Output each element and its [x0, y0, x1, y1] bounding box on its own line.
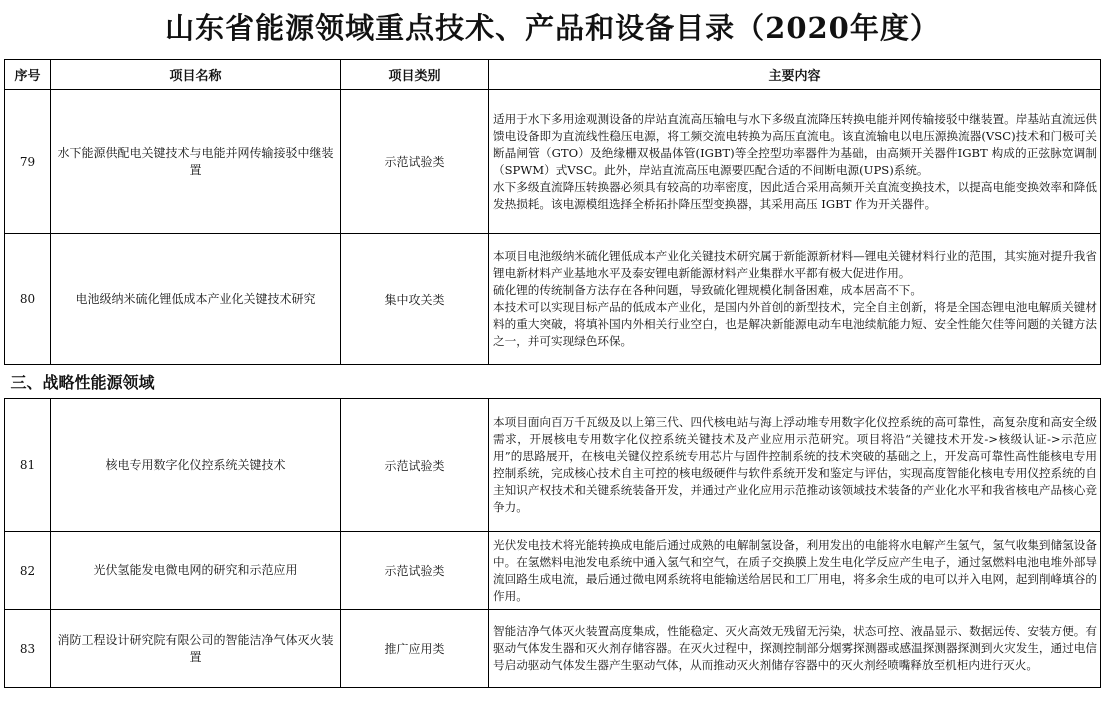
row-type: 集中攻关类 [341, 234, 489, 365]
content-paragraph: 智能洁净气体灭火装置高度集成，性能稳定、灭火高效无残留无污染，状态可控、液晶显示、数据远传、安装方便。有驱动气体发生器和灭火剂存储容器。在灭火过程中，探测控制部分烟雾探测器或感温探测器探测到火灾发生，通过电信号启动驱动气体发生器产生驱动气体，从而推动灭火剂储存容器中的灭火剂经喷嘴释放至机柜内进行灭火。 [493, 624, 1097, 672]
content-paragraph: 本项目面向百万千瓦级及以上第三代、四代核电站与海上浮动堆专用数字化仪控系统的高可靠性，高复杂度和高安全级需求，开展核电专用数字化仪控系统关键技术及产业应用示范研究。项目将沿“关键技术开发->核级认证->示范应用”的思路展开，在核电关键仪控系统专用芯片与固件控制系统的技术突破的基础之上，开发高可靠性高性能核电专用控制系统，完成核心技术自主可控的核电级硬件与软件系统开发和鉴定与评估，实现高度智能化核电专用仪控系统的自主知识产权技术和关键系统装备开发，并通过产业化应用示范推动该领域技术装备的产业化水平和我省核电产品核心竞争力。 [493, 415, 1097, 514]
row-type: 示范试验类 [341, 532, 489, 610]
row-no: 82 [5, 532, 51, 610]
content-paragraph: 本技术可以实现目标产品的低成本产业化，是国内外首创的新型技术，完全自主创新，将是全国态锂电池电解质关键材料的重大突破，将填补国内外相关行业空白，也是解决新能源电动车电池续航能力短、安全性能欠佳等问题的关键方法之一，并可实现绿色环保。 [493, 300, 1097, 348]
row-no: 79 [5, 90, 51, 234]
row-name: 光伏氢能发电微电网的研究和示范应用 [51, 532, 341, 610]
row-content [489, 90, 1101, 234]
row-content [489, 399, 1101, 532]
table-row [5, 90, 1101, 234]
catalog-table [4, 59, 1101, 688]
content-paragraph: 光伏发电技术将光能转换成电能后通过成熟的电解制氢设备，利用发出的电能将水电解产生氢气，氢气收集到储氢设备中。在氢燃料电池发电系统中通入氢气和空气，在质子交换膜上发生电化学反应产生电子，通过氢燃料电池电堆外部导流回路生成电流，最后通过微电网系统将电能输送给居民和工厂用电，将多余生成的电可以并入电网，起到削峰填谷的作用。 [493, 537, 1097, 603]
row-type: 示范试验类 [341, 90, 489, 234]
section-row [5, 365, 1101, 399]
row-name: 电池级纳米硫化锂低成本产业化关键技术研究 [51, 234, 341, 365]
table-row [5, 399, 1101, 532]
table-row [5, 532, 1101, 610]
row-name: 水下能源供配电关键技术与电能并网传输接驳中继装置 [51, 90, 341, 234]
row-name: 核电专用数字化仪控系统关键技术 [51, 399, 341, 532]
row-no: 83 [5, 610, 51, 688]
header-type: 项目类别 [341, 60, 489, 90]
header-no: 序号 [5, 60, 51, 90]
row-type: 推广应用类 [341, 610, 489, 688]
page-title: 山东省能源领域重点技术、产品和设备目录（2020年度） [165, 11, 940, 45]
table-header-row [5, 60, 1101, 90]
row-content [489, 234, 1101, 365]
table-row [5, 610, 1101, 688]
header-content: 主要内容 [489, 60, 1101, 90]
content-paragraph: 硫化锂的传统制备方法存在各种问题，导致硫化锂规模化制备困难，成本居高不下。 [493, 283, 922, 297]
content-paragraph: 本项目电池级纳米硫化锂低成本产业化关键技术研究属于新能源新材料—锂电关键材料行业的范围，其实施对提升我省锂电新材料产业基地水平及泰安锂电新能源材料产业集群水平都有极大促进作用。 [493, 249, 1097, 280]
row-no: 80 [5, 234, 51, 365]
row-name: 消防工程设计研究院有限公司的智能洁净气体灭火装置 [51, 610, 341, 688]
row-no: 81 [5, 399, 51, 532]
row-content [489, 532, 1101, 610]
row-type: 示范试验类 [341, 399, 489, 532]
table-row [5, 234, 1101, 365]
row-content [489, 610, 1101, 688]
section-heading: 三、战略性能源领域 [5, 365, 1101, 399]
content-paragraph: 水下多级直流降压转换器必须具有较高的功率密度，因此适合采用高频开关直流变换技术，以提高电能变换效率和降低发热损耗。该电源模组选择全桥拓扑降压型变换器，其采用高压 IGBT 作为开关器件。 [493, 179, 1097, 211]
content-paragraph: 适用于水下多用途观测设备的岸站直流高压输电与水下多级直流降压转换电能并网传输接驳中继装置。岸基站直流远供馈电设备即为直流线性稳压电源，将工频交流电转换为高压直流电。该直流输电以电压源换流器(VSC)技术和门极可关断晶闸管（GTO）及绝缘栅双极晶体管(IGBT)等全控型功率器件为基础，由高频开关器件IGBT 构成的正弦脉宽调制（SPWM）式VSC。此外，岸站直流高压电源要匹配合适的不间断电源(UPS)系统。 [493, 111, 1097, 177]
header-name: 项目名称 [51, 60, 341, 90]
